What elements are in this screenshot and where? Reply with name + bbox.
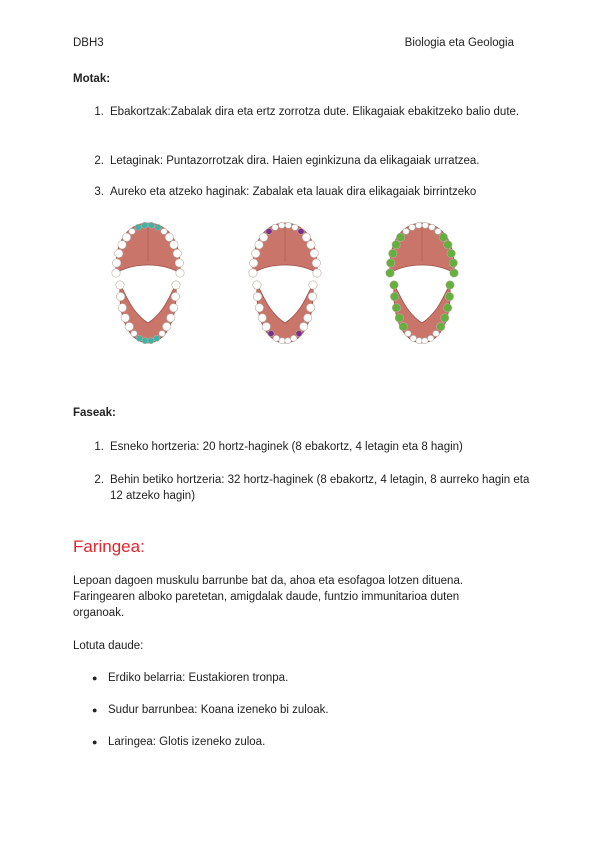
upper-tooth xyxy=(396,233,404,241)
list-item xyxy=(90,104,530,120)
faseak-heading: Faseak: xyxy=(73,407,116,419)
upper-tooth xyxy=(255,241,263,249)
upper-tooth xyxy=(129,228,135,234)
list-item xyxy=(90,472,530,504)
bullet-icon: ● xyxy=(92,673,98,683)
lower-tooth xyxy=(172,281,180,289)
upper-tooth xyxy=(435,228,441,234)
upper-tooth xyxy=(165,233,173,241)
list-number: 1. xyxy=(94,441,104,453)
upper-tooth xyxy=(409,224,415,230)
lower-tooth xyxy=(116,281,124,289)
upper-tooth xyxy=(386,269,394,277)
upper-tooth xyxy=(310,249,318,257)
list-item xyxy=(90,153,530,169)
upper-tooth xyxy=(115,249,123,257)
lower-tooth xyxy=(300,322,308,330)
lower-tooth xyxy=(154,335,160,341)
list-text: Aureko eta atzeko haginak: Zabalak eta lauak dira elikagaiak birrintzeko xyxy=(110,186,477,198)
list-text: Erdiko belarria: Eustakioren tronpa. xyxy=(108,672,289,684)
lower-tooth xyxy=(416,338,422,344)
header-left: DBH3 xyxy=(73,37,104,49)
lotuta-label: Lotuta daude: xyxy=(73,640,144,652)
list-text: Letaginak: Puntazorrotzak dira. Haien eginkizuna da elikagaiak urratzea. xyxy=(110,155,480,167)
upper-tooth xyxy=(416,222,422,228)
lower-tooth xyxy=(410,335,416,341)
dental-arch-canines xyxy=(245,215,325,350)
lower-tooth xyxy=(291,335,297,341)
lower-tooth xyxy=(285,338,291,344)
lower-tooth xyxy=(163,322,171,330)
lower-tooth xyxy=(445,292,453,300)
lower-tooth xyxy=(392,304,400,312)
upper-tooth xyxy=(259,233,267,241)
lower-tooth xyxy=(273,335,279,341)
upper-tooth xyxy=(249,269,257,277)
list-text: Behin betiko hortzeria: 32 hortz-haginek (8 ebakortz, 4 letagin, 8 aurreko hagin eta 12 atzeko hagin) xyxy=(110,474,530,502)
lower-tooth xyxy=(118,304,126,312)
lower-jaw xyxy=(257,285,313,343)
dental-arch-molars xyxy=(382,215,462,350)
lower-tooth xyxy=(148,338,154,344)
lower-jaw xyxy=(394,285,450,343)
list-number: 3. xyxy=(94,186,104,198)
lower-tooth xyxy=(441,314,449,322)
upper-tooth xyxy=(450,269,458,277)
upper-tooth xyxy=(113,259,121,267)
lower-tooth xyxy=(167,314,175,322)
lower-tooth xyxy=(262,322,270,330)
lower-tooth xyxy=(395,314,403,322)
bullet-icon: ● xyxy=(92,737,98,747)
list-text: Ebakortzak:Zabalak dira eta ertz zorrotza dute. Elikagaiak ebakitzeko balio dute. xyxy=(110,106,520,118)
faringea-title: Faringea: xyxy=(73,537,145,556)
lower-tooth xyxy=(399,322,407,330)
upper-tooth xyxy=(313,269,321,277)
lower-tooth xyxy=(428,335,434,341)
upper-tooth xyxy=(387,259,395,267)
upper-tooth xyxy=(285,222,291,228)
upper-tooth xyxy=(155,224,161,230)
dental-arch-incisors xyxy=(108,215,188,350)
lower-tooth xyxy=(306,304,314,312)
list-text: Laringea: Glotis izeneko zuloa. xyxy=(108,736,266,748)
list-text: Esneko hortzeria: 20 hortz-haginek (8 ebakortz, 4 letagin eta 8 hagin) xyxy=(110,441,463,453)
lower-tooth xyxy=(443,304,451,312)
upper-tooth xyxy=(444,241,452,249)
list-text: Sudur barrunbea: Koana izeneko bi zuloak. xyxy=(108,704,329,716)
list-number: 2. xyxy=(94,474,104,486)
upper-tooth xyxy=(252,249,260,257)
list-number: 2. xyxy=(94,155,104,167)
list-item xyxy=(92,670,512,686)
lower-tooth xyxy=(405,331,411,337)
lower-tooth xyxy=(255,304,263,312)
upper-tooth xyxy=(392,241,400,249)
upper-tooth xyxy=(292,224,298,230)
lower-tooth xyxy=(253,292,261,300)
upper-tooth xyxy=(447,249,455,257)
lower-tooth xyxy=(169,304,177,312)
lower-tooth xyxy=(125,322,133,330)
upper-tooth xyxy=(272,224,278,230)
lower-tooth xyxy=(390,281,398,289)
lower-tooth xyxy=(437,322,445,330)
header-right: Biologia eta Geologia xyxy=(404,37,514,49)
upper-tooth xyxy=(175,259,183,267)
upper-tooth xyxy=(176,269,184,277)
lower-tooth xyxy=(296,331,302,337)
list-item xyxy=(92,734,512,750)
upper-tooth xyxy=(439,233,447,241)
upper-tooth xyxy=(142,222,148,228)
upper-tooth xyxy=(279,222,285,228)
lower-tooth xyxy=(268,331,274,337)
list-number: 1. xyxy=(94,106,104,118)
upper-tooth xyxy=(298,228,304,234)
lower-tooth xyxy=(171,292,179,300)
upper-tooth xyxy=(429,224,435,230)
lower-tooth xyxy=(279,338,285,344)
lower-tooth xyxy=(304,314,312,322)
upper-tooth xyxy=(312,259,320,267)
lower-jaw xyxy=(120,285,176,343)
upper-tooth xyxy=(422,222,428,228)
upper-tooth xyxy=(112,269,120,277)
list-item xyxy=(92,702,512,718)
lower-tooth xyxy=(142,338,148,344)
upper-tooth xyxy=(173,249,181,257)
lower-tooth xyxy=(258,314,266,322)
lower-tooth xyxy=(116,292,124,300)
lower-tooth xyxy=(121,314,129,322)
upper-tooth xyxy=(389,249,397,257)
lower-tooth xyxy=(136,335,142,341)
upper-tooth xyxy=(302,233,310,241)
bullet-icon: ● xyxy=(92,705,98,715)
upper-tooth xyxy=(170,241,178,249)
faringea-paragraph: Lepoan dagoen muskulu barrunbe bat da, ahoa eta esofagoa lotzen dituena. Faringearen alboko paretetan, amigdalak daude, funtzio immunitarioa duten organoak. xyxy=(73,575,464,619)
lower-tooth xyxy=(131,331,137,337)
upper-tooth xyxy=(250,259,258,267)
lower-tooth xyxy=(308,292,316,300)
upper-tooth xyxy=(307,241,315,249)
lower-tooth xyxy=(253,281,261,289)
list-item xyxy=(90,439,530,455)
upper-tooth xyxy=(449,259,457,267)
lower-tooth xyxy=(309,281,317,289)
lower-tooth xyxy=(446,281,454,289)
upper-tooth xyxy=(122,233,130,241)
upper-tooth xyxy=(118,241,126,249)
upper-tooth xyxy=(161,228,167,234)
lower-tooth xyxy=(422,338,428,344)
upper-tooth xyxy=(266,228,272,234)
motak-heading: Motak: xyxy=(73,73,111,85)
upper-tooth xyxy=(135,224,141,230)
upper-tooth xyxy=(403,228,409,234)
lower-tooth xyxy=(433,331,439,337)
lower-tooth xyxy=(390,292,398,300)
lower-tooth xyxy=(159,331,165,337)
upper-tooth xyxy=(148,222,154,228)
list-item xyxy=(90,184,530,200)
